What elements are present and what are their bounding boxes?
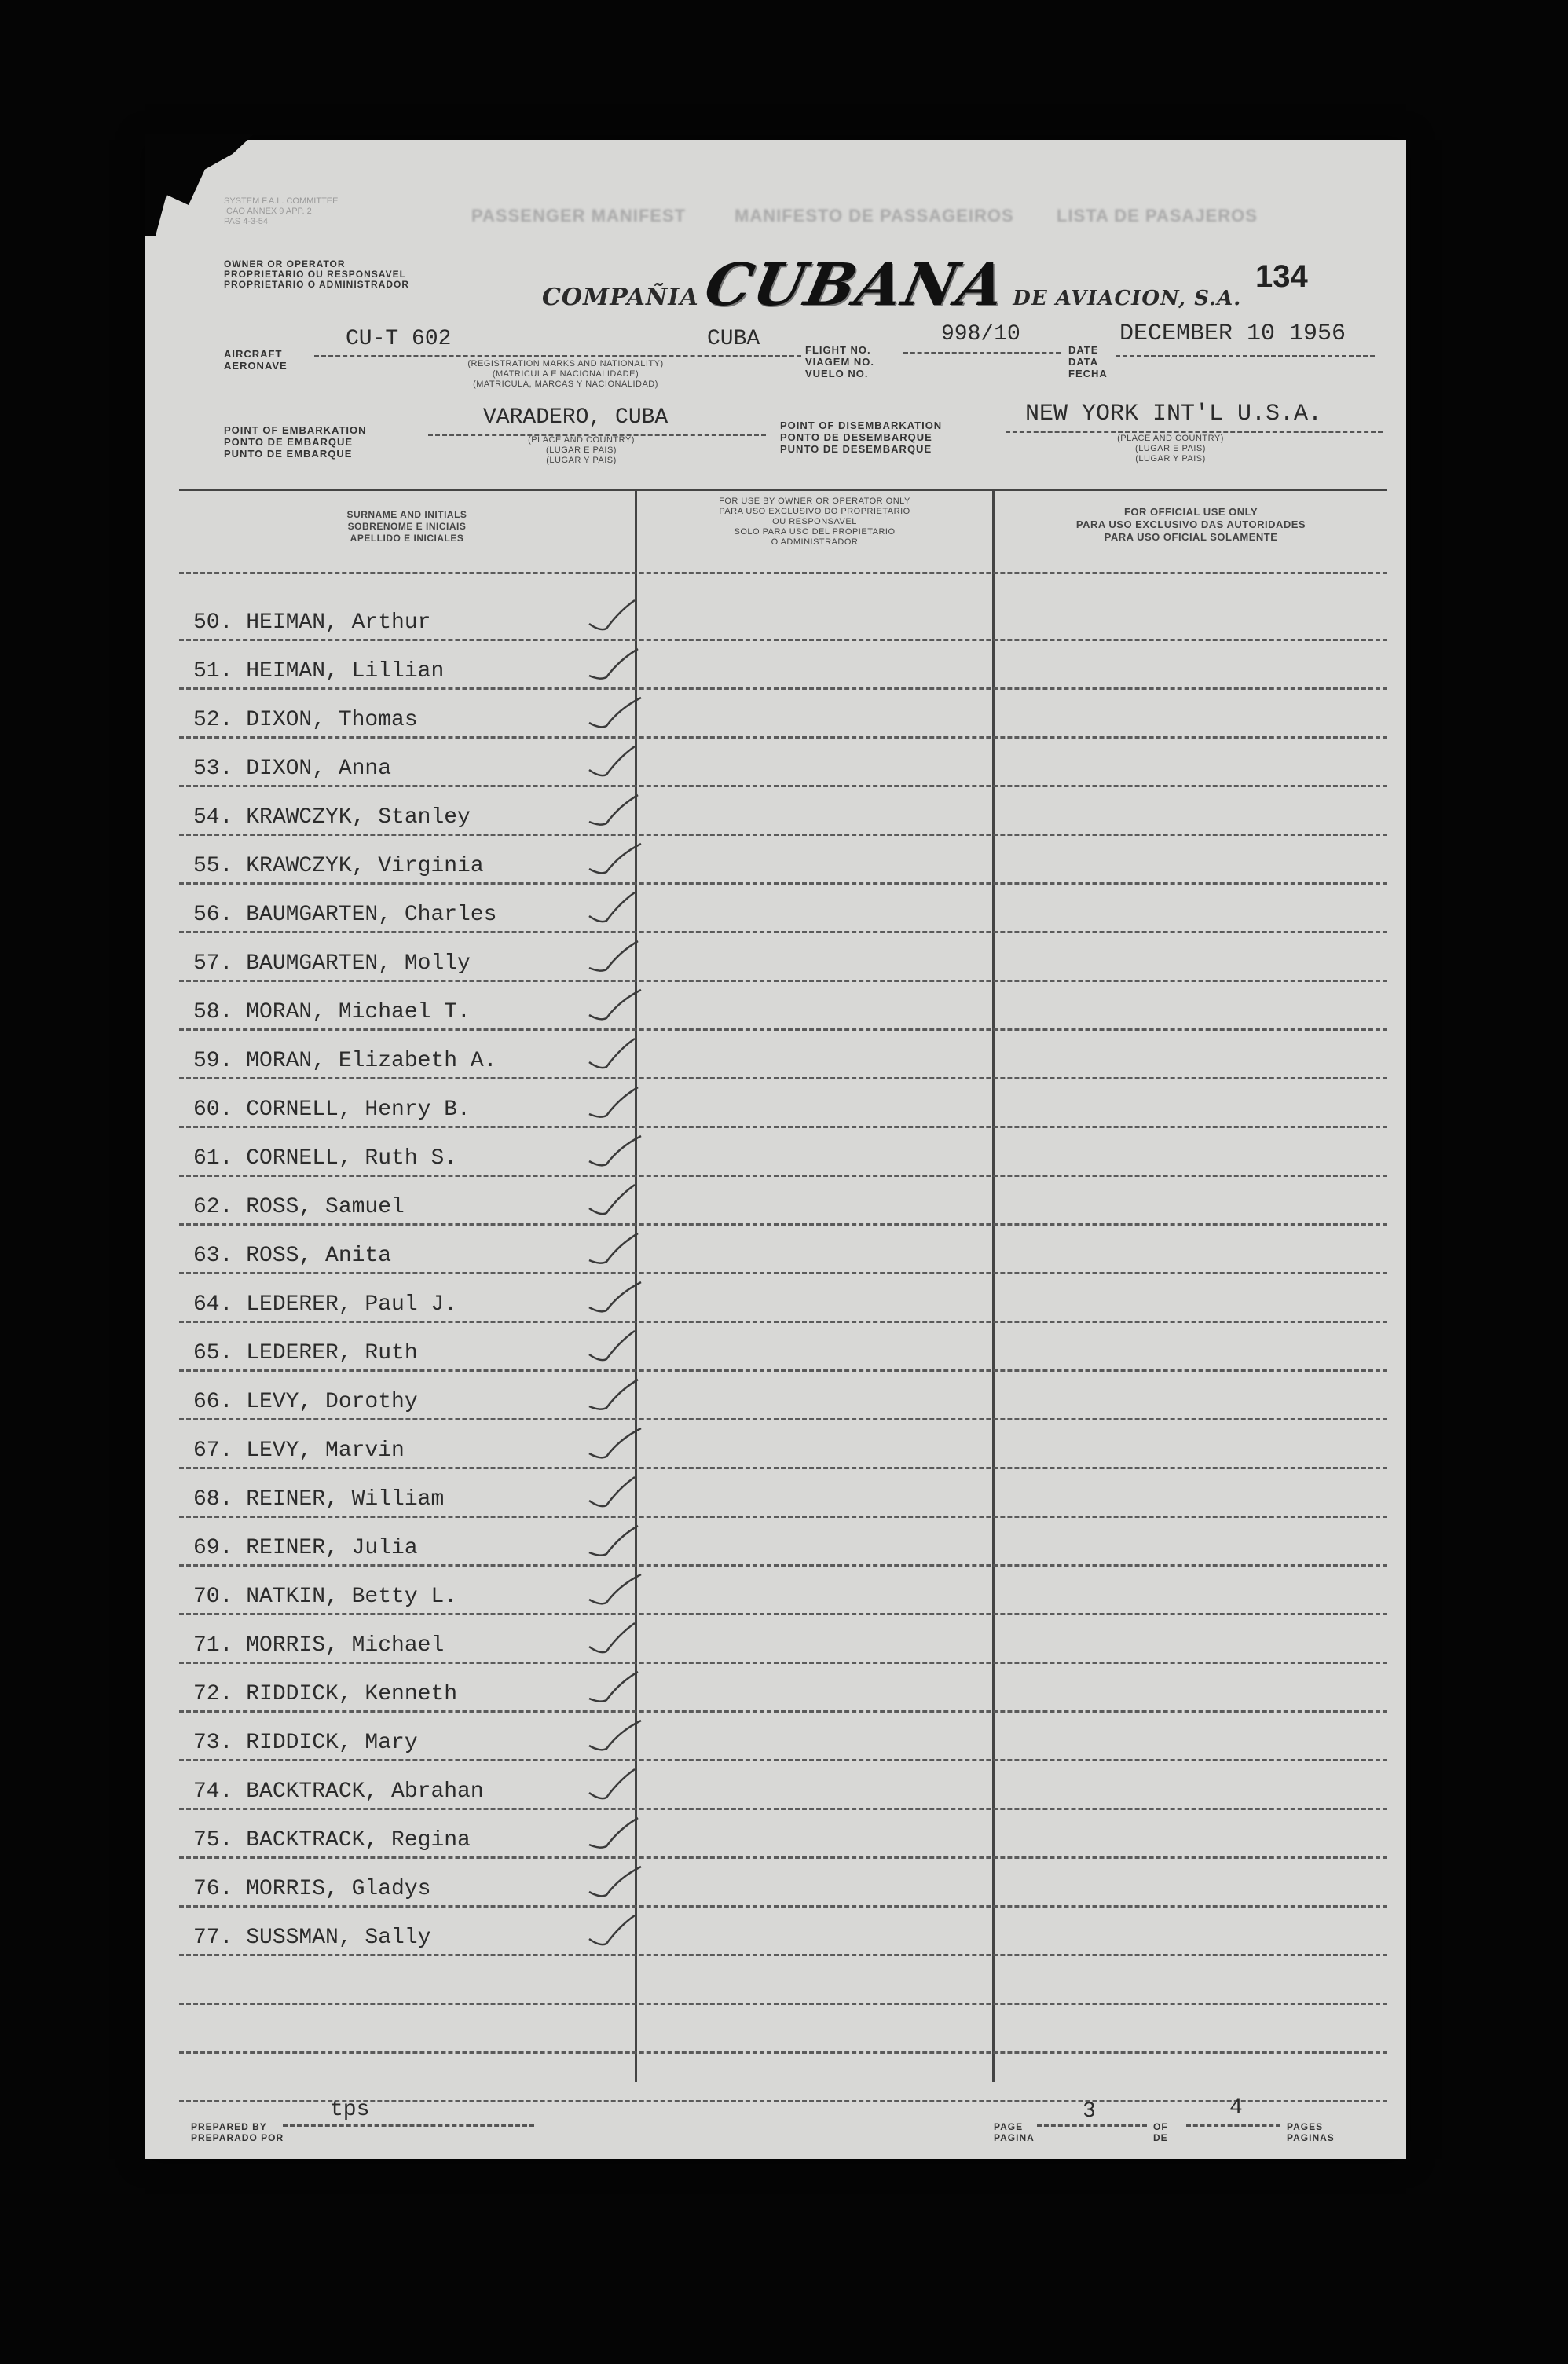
passenger-name: 58. MORAN, Michael T. — [193, 1000, 471, 1024]
aircraft-label: AERONAVE — [224, 360, 288, 372]
table-row — [179, 1226, 1387, 1274]
aircraft-country: CUBA — [707, 327, 760, 351]
passenger-name: 55. KRAWCZYK, Virginia — [193, 854, 484, 878]
check-mark-icon — [588, 1815, 674, 1854]
disembark-underline — [1006, 431, 1383, 433]
disembark-sub-block — [1053, 434, 1288, 464]
passenger-name: 72. RIDDICK, Kenneth — [193, 1682, 458, 1706]
aircraft-value: CU-T 602 — [346, 327, 452, 351]
aircraft-sub-block — [408, 359, 723, 390]
check-mark-icon — [588, 1376, 674, 1416]
table-row — [179, 1615, 1387, 1664]
passenger-name: 71. MORRIS, Michael — [193, 1633, 445, 1658]
check-mark-icon — [588, 841, 674, 880]
owner-label: PROPRIETARIO O ADMINISTRADOR — [224, 279, 410, 290]
table-row — [179, 1518, 1387, 1567]
place-sub: (LUGAR E PAIS) — [1135, 444, 1206, 453]
place-sub: (LUGAR Y PAIS) — [1135, 454, 1206, 464]
check-mark-icon — [588, 646, 674, 685]
faded-title-en: PASSENGER MANIFEST — [471, 206, 687, 225]
flight-value: 998/10 — [941, 322, 1020, 346]
column-header-owner — [637, 497, 992, 548]
check-mark-icon — [588, 597, 674, 636]
date-value: DECEMBER 10 1956 — [1119, 321, 1346, 347]
check-mark-icon — [588, 1864, 674, 1903]
of-underline — [1186, 2124, 1280, 2127]
prepared-value: tps — [330, 2098, 370, 2122]
table-row — [179, 1128, 1387, 1177]
faded-title-es: LISTA DE PASAJEROS — [1057, 206, 1258, 225]
check-mark-icon — [588, 889, 674, 929]
check-mark-icon — [588, 1523, 674, 1562]
table-row — [179, 1031, 1387, 1079]
table-row — [179, 1908, 1387, 1956]
flight-label: VUELO NO. — [805, 368, 869, 379]
table-row — [179, 1079, 1387, 1128]
table-row — [179, 739, 1387, 787]
table-row — [179, 885, 1387, 933]
table-row — [179, 1323, 1387, 1372]
passenger-name: 76. MORRIS, Gladys — [193, 1877, 431, 1901]
check-mark-icon — [588, 1425, 674, 1464]
passenger-name: 75. BACKTRACK, Regina — [193, 1828, 471, 1853]
embark-label: PUNTO DE EMBARQUE — [224, 448, 353, 460]
table-row — [179, 592, 1387, 641]
passenger-name: 50. HEIMAN, Arthur — [193, 610, 431, 635]
pages-label-block — [1287, 2121, 1335, 2143]
page-label: PAGE — [994, 2121, 1024, 2132]
of-value: 4 — [1229, 2096, 1243, 2120]
passenger-name: 62. ROSS, Samuel — [193, 1195, 405, 1219]
check-mark-icon — [588, 1474, 674, 1513]
pages-label: PAGES — [1287, 2121, 1324, 2132]
column-header-line: APELLIDO E INICIALES — [350, 533, 464, 544]
passenger-name: 51. HEIMAN, Lillian — [193, 659, 445, 684]
page-underline — [1037, 2124, 1147, 2127]
column-header-line: OU RESPONSAVEL — [772, 517, 857, 526]
passenger-name: 60. CORNELL, Henry B. — [193, 1098, 471, 1122]
passenger-name: 77. SUSSMAN, Sally — [193, 1926, 431, 1950]
column-header-line: FOR OFFICIAL USE ONLY — [1123, 506, 1258, 518]
date-label: DATE — [1068, 344, 1099, 356]
check-mark-icon — [588, 695, 674, 734]
passenger-name: 53. DIXON, Anna — [193, 757, 392, 781]
check-mark-icon — [588, 1230, 674, 1270]
committee-line: PAS 4-3-54 — [224, 217, 269, 226]
page-label-block — [994, 2121, 1035, 2143]
prepared-underline — [283, 2124, 534, 2127]
table-top-border — [179, 489, 1387, 491]
disembark-label: PONTO DE DESEMBARQUE — [780, 431, 932, 443]
airline-logo — [542, 251, 1241, 319]
of-label: DE — [1153, 2132, 1168, 2143]
logo-suffix: DE AVIACION, S.A. — [1013, 287, 1242, 310]
aircraft-sub: (REGISTRATION MARKS AND NATIONALITY) — [467, 359, 664, 368]
passenger-name: 67. LEVY, Marvin — [193, 1439, 405, 1463]
committee-line: ICAO ANNEX 9 APP. 2 — [224, 207, 312, 216]
check-mark-icon — [588, 743, 674, 783]
table-row — [179, 1713, 1387, 1761]
column-header-line: PARA USO EXCLUSIVO DO PROPRIETARIO — [719, 507, 910, 516]
table-row — [179, 933, 1387, 982]
column-header-line: SURNAME AND INITIALS — [346, 509, 467, 520]
embark-label: PONTO DE EMBARQUE — [224, 436, 354, 448]
committee-block — [224, 196, 338, 227]
passenger-name: 54. KRAWCZYK, Stanley — [193, 805, 471, 830]
prepared-label-block — [191, 2121, 284, 2143]
date-label-block — [1068, 344, 1108, 379]
faded-title-pt: MANIFESTO DE PASSAGEIROS — [735, 206, 1014, 225]
date-label: FECHA — [1068, 368, 1108, 379]
page-label: PAGINA — [994, 2132, 1035, 2143]
table-row — [179, 787, 1387, 836]
table-row — [179, 836, 1387, 885]
committee-line: SYSTEM F.A.L. COMMITTEE — [224, 196, 339, 206]
prepared-label: PREPARADO POR — [191, 2132, 284, 2143]
table-row — [179, 982, 1387, 1031]
disembark-label: POINT OF DISEMBARKATION — [780, 420, 943, 431]
embark-sub-block — [463, 435, 699, 466]
disembark-label-block — [780, 420, 942, 455]
disembark-value: NEW YORK INT'L U.S.A. — [1025, 401, 1323, 427]
flight-label-block — [805, 344, 874, 379]
check-mark-icon — [588, 1717, 674, 1757]
check-mark-icon — [588, 1571, 674, 1611]
column-header-line: O ADMINISTRADOR — [771, 537, 859, 547]
table-row — [179, 1274, 1387, 1323]
logo-main: CUBANA — [699, 251, 1013, 319]
place-sub: (LUGAR Y PAIS) — [546, 456, 617, 465]
aircraft-label: AIRCRAFT — [224, 348, 283, 360]
check-mark-icon — [588, 1328, 674, 1367]
passenger-name: 69. REINER, Julia — [193, 1536, 418, 1560]
header-separator — [179, 572, 1387, 574]
pages-label: PAGINAS — [1287, 2132, 1335, 2143]
flight-underline — [903, 352, 1061, 354]
table-row — [179, 641, 1387, 690]
column-header-surname — [179, 509, 635, 544]
aircraft-label-block — [224, 348, 288, 372]
date-label: DATA — [1068, 356, 1099, 368]
table-row — [179, 1810, 1387, 1859]
passenger-name: 57. BAUMGARTEN, Molly — [193, 951, 471, 976]
check-mark-icon — [588, 1182, 674, 1221]
place-sub: (LUGAR E PAIS) — [546, 445, 617, 455]
passenger-name: 59. MORAN, Elizabeth A. — [193, 1049, 497, 1073]
aircraft-sub: (MATRICULA, MARCAS Y NACIONALIDAD) — [473, 379, 658, 389]
empty-row — [179, 2005, 1387, 2054]
flight-label: FLIGHT NO. — [805, 344, 871, 356]
date-underline — [1116, 355, 1375, 357]
passenger-name: 64. LEDERER, Paul J. — [193, 1292, 458, 1317]
check-mark-icon — [588, 1035, 674, 1075]
column-header-line: SOLO PARA USO DEL PROPIETARIO — [734, 527, 896, 537]
prepared-label: PREPARED BY — [191, 2121, 267, 2132]
check-mark-icon — [588, 1669, 674, 1708]
column-header-official — [995, 506, 1387, 544]
check-mark-icon — [588, 1084, 674, 1123]
of-label: OF — [1153, 2121, 1168, 2132]
of-label-block — [1153, 2121, 1168, 2143]
table-row — [179, 1567, 1387, 1615]
passenger-name: 65. LEDERER, Ruth — [193, 1341, 418, 1365]
table-row — [179, 1761, 1387, 1810]
passenger-name: 68. REINER, William — [193, 1487, 445, 1512]
sheet-number: 134 — [1255, 259, 1308, 294]
logo-prefix: COMPAÑIA — [542, 284, 699, 311]
passenger-name: 52. DIXON, Thomas — [193, 708, 418, 732]
passenger-name: 56. BAUMGARTEN, Charles — [193, 903, 497, 927]
check-mark-icon — [588, 792, 674, 831]
passenger-name: 73. RIDDICK, Mary — [193, 1731, 418, 1755]
embark-value: VARADERO, CUBA — [483, 405, 669, 430]
column-header-line: SOBRENOME E INICIAIS — [347, 521, 467, 532]
column-header-line: PARA USO EXCLUSIVO DAS AUTORIDADES — [1075, 519, 1306, 530]
passenger-table — [179, 489, 1387, 2082]
page-value: 3 — [1083, 2099, 1096, 2124]
owner-label-block — [224, 259, 409, 290]
passenger-name: 66. LEVY, Dorothy — [193, 1390, 418, 1414]
empty-row — [179, 2054, 1387, 2102]
aircraft-underline — [314, 355, 801, 357]
place-sub: (PLACE AND COUNTRY) — [528, 435, 635, 445]
passenger-name: 63. ROSS, Anita — [193, 1244, 392, 1268]
check-mark-icon — [588, 1912, 674, 1952]
check-mark-icon — [588, 938, 674, 977]
check-mark-icon — [588, 1279, 674, 1318]
aircraft-sub: (MATRICULA E NACIONALIDADE) — [492, 369, 639, 379]
passenger-name: 61. CORNELL, Ruth S. — [193, 1146, 458, 1171]
passenger-name: 70. NATKIN, Betty L. — [193, 1585, 458, 1609]
table-row — [179, 1664, 1387, 1713]
column-header-line: FOR USE BY OWNER OR OPERATOR ONLY — [719, 497, 910, 506]
owner-label: OWNER OR OPERATOR — [224, 258, 346, 269]
place-sub: (PLACE AND COUNTRY) — [1117, 434, 1224, 443]
check-mark-icon — [588, 1766, 674, 1805]
check-mark-icon — [588, 1620, 674, 1659]
embark-label: POINT OF EMBARKATION — [224, 424, 367, 436]
owner-label: PROPRIETARIO OU RESPONSAVEL — [224, 269, 406, 280]
table-row — [179, 1372, 1387, 1420]
table-row — [179, 1859, 1387, 1908]
disembark-label: PUNTO DE DESEMBARQUE — [780, 443, 932, 455]
empty-row — [179, 1956, 1387, 2005]
table-row — [179, 690, 1387, 739]
table-row — [179, 1420, 1387, 1469]
table-row — [179, 1469, 1387, 1518]
column-header-line: PARA USO OFICIAL SOLAMENTE — [1104, 531, 1278, 543]
check-mark-icon — [588, 987, 674, 1026]
embark-label-block — [224, 424, 367, 460]
passenger-name: 74. BACKTRACK, Abrahan — [193, 1779, 484, 1804]
check-mark-icon — [588, 1133, 674, 1172]
flight-label: VIAGEM NO. — [805, 356, 875, 368]
table-row — [179, 1177, 1387, 1226]
